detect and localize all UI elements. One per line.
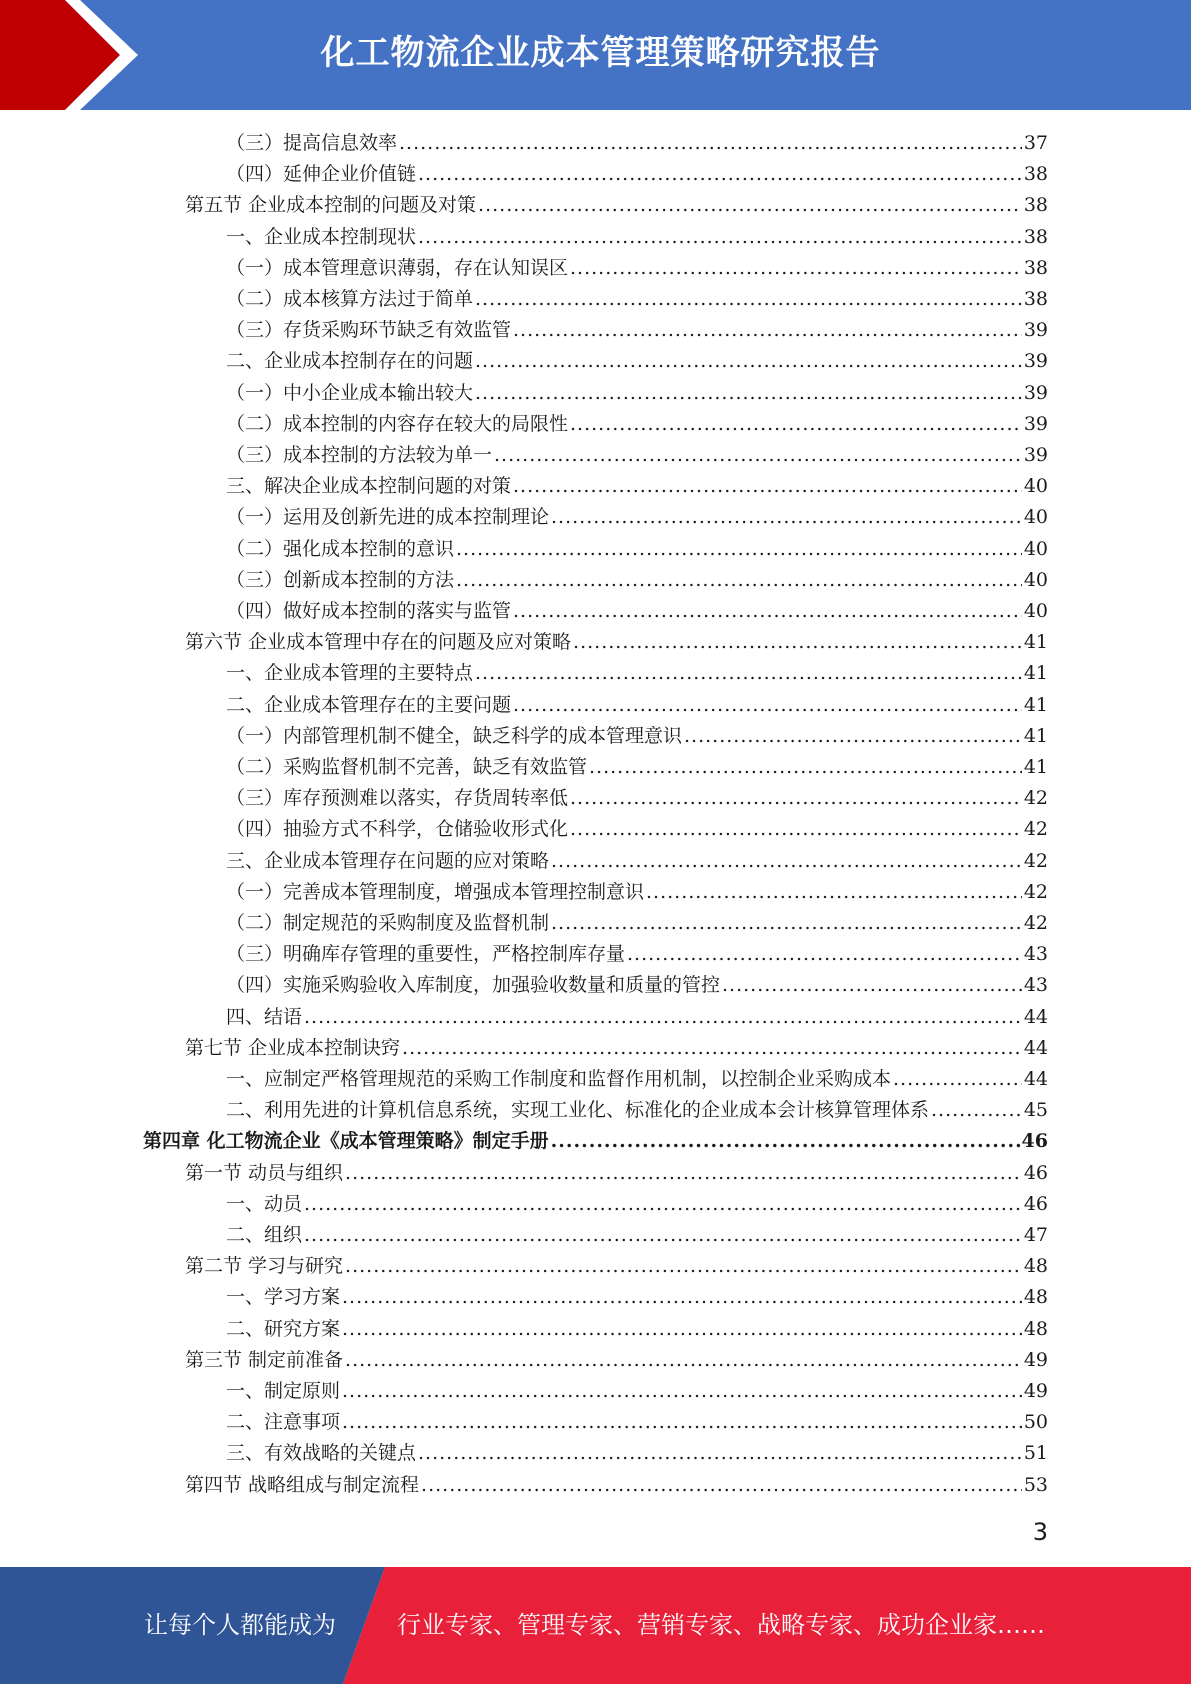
toc-entry-title: 四、结语 [226,1005,303,1028]
toc-dot-leader [570,783,1022,814]
toc-dot-leader [304,1220,1022,1251]
toc-entry[interactable] [226,783,1048,814]
toc-entry-title: 二、企业成本管理存在的主要问题 [226,693,512,716]
toc-entry[interactable] [226,690,1048,721]
toc-entry-title: 一、动员 [226,1192,303,1215]
toc-dot-leader [570,253,1022,284]
toc-entry[interactable] [226,1282,1048,1313]
toc-entry[interactable] [226,315,1048,346]
toc-dot-leader [475,658,1022,689]
toc-dot-leader [475,346,1022,377]
toc-entry-page: 44 [1023,1005,1048,1028]
toc-entry-page: 39 [1023,412,1048,435]
toc-entry-title: 二、利用先进的计算机信息系统，实现工业化、标准化的企业成本会计核算管理体系 [226,1099,930,1122]
toc-dot-leader [418,159,1022,190]
toc-dot-leader [551,908,1022,939]
toc-entry[interactable] [226,1376,1048,1407]
toc-entry-title: 第四章 化工物流企业《成本管理策略》制定手册 [143,1130,549,1153]
toc-entry[interactable] [185,1470,1048,1501]
toc-dot-leader [421,1470,1022,1501]
toc-entry-page: 41 [1023,693,1048,716]
toc-dot-leader [570,409,1022,440]
footer-slogan-right: 行业专家、管理专家、营销专家、战略专家、成功企业家…… [397,1611,1045,1639]
toc-entry[interactable] [185,627,1048,658]
toc-dot-leader [342,1407,1022,1438]
toc-dot-leader [456,565,1022,596]
toc-entry-title: （三）提高信息效率 [226,132,398,154]
toc-entry-page: 50 [1023,1411,1048,1434]
toc-entry[interactable] [226,284,1048,315]
toc-entry-title: 三、有效战略的关键点 [226,1442,417,1465]
toc-entry[interactable] [226,346,1048,377]
toc-entry-title: （一）内部管理机制不健全，缺乏科学的成本管理意识 [226,724,683,747]
toc-dot-leader [304,1189,1022,1220]
toc-dot-leader [475,284,1022,315]
toc-entry[interactable] [226,565,1048,596]
toc-dot-leader [345,1158,1022,1189]
toc-entry[interactable] [226,378,1048,409]
toc-dot-leader [513,690,1022,721]
toc-entry-title: （一）运用及创新先进的成本控制理论 [226,506,550,529]
toc-entry[interactable] [226,939,1048,970]
toc-entry[interactable] [185,190,1048,221]
toc-entry-title: 第三节 制定前准备 [185,1348,344,1371]
toc-entry[interactable] [226,1095,1048,1126]
toc-entry-title: （三）存货采购环节缺乏有效监管 [226,319,512,342]
toc-dot-leader [342,1376,1022,1407]
toc-dot-leader [345,1251,1022,1282]
toc-entry-page: 46 [1023,1192,1048,1215]
toc-entry-title: 第四节 战略组成与制定流程 [185,1473,420,1496]
toc-entry-title: 第一节 动员与组织 [185,1161,344,1184]
page-header [0,0,1191,110]
toc-entry-title: 一、制定原则 [226,1380,341,1402]
toc-entry-page: 42 [1023,880,1048,903]
toc-dot-leader [456,534,1022,565]
toc-entry-page: 38 [1023,194,1048,217]
toc-entry-page: 49 [1023,1380,1048,1402]
toc-dot-leader [684,721,1022,752]
toc-entry[interactable] [143,1126,1048,1157]
toc-entry[interactable] [226,970,1048,1001]
toc-entry[interactable] [226,814,1048,845]
toc-entry-title: （一）中小企业成本输出较大 [226,381,474,404]
toc-dot-leader [513,315,1022,346]
toc-dot-leader [589,752,1022,783]
toc-entry-page: 45 [1023,1099,1048,1122]
toc-dot-leader [646,877,1022,908]
toc-dot-leader [551,502,1022,533]
toc-entry-title: （三）明确库存管理的重要性，严格控制库存量 [226,943,626,966]
toc-entry-title: 第六节 企业成本管理中存在的问题及应对策略 [185,631,572,654]
toc-entry-page: 46 [1021,1130,1048,1153]
toc-entry[interactable] [226,721,1048,752]
toc-entry-page: 40 [1023,568,1048,591]
toc-entry[interactable] [226,846,1048,877]
toc-entry-title: （四）做好成本控制的落实与监管 [226,600,512,622]
toc-entry-title: （二）成本核算方法过于简单 [226,288,474,310]
toc-entry-page: 40 [1023,475,1048,498]
toc-entry-page: 41 [1023,724,1048,747]
toc-entry-page: 43 [1023,943,1048,966]
toc-entry-page: 38 [1023,256,1048,279]
toc-entry[interactable] [185,1158,1048,1189]
toc-dot-leader [551,846,1022,877]
toc-entry[interactable] [226,159,1048,190]
toc-entry-title: （三）成本控制的方法较为单一 [226,444,493,466]
toc-dot-leader [418,222,1022,253]
toc-entry-title: （三）库存预测难以落实，存货周转率低 [226,787,569,810]
toc-entry-page: 48 [1023,1255,1048,1278]
toc-entry-page: 39 [1023,444,1048,466]
toc-entry-page: 51 [1023,1442,1048,1465]
toc-entry[interactable] [226,253,1048,284]
toc-entry-title: 二、组织 [226,1224,303,1246]
toc-entry[interactable] [226,752,1048,783]
document-title: 化工物流企业成本管理策略研究报告 [320,33,881,73]
toc-entry-title: （一）完善成本管理制度，增强成本管理控制意识 [226,880,645,903]
toc-entry[interactable] [226,409,1048,440]
toc-entry-title: 第七节 企业成本控制诀窍 [185,1036,401,1059]
toc-entry[interactable] [226,1064,1048,1095]
toc-entry[interactable] [226,471,1048,502]
toc-entry-title: 第二节 学习与研究 [185,1255,344,1278]
toc-entry[interactable] [226,1189,1048,1220]
toc-entry-title: （三）创新成本控制的方法 [226,568,455,591]
toc-entry[interactable] [226,502,1048,533]
toc-entry-title: 三、解决企业成本控制问题的对策 [226,475,512,498]
toc-entry-page: 48 [1023,1286,1048,1309]
toc-dot-leader [570,814,1022,845]
toc-entry-title: 一、应制定严格管理规范的采购工作制度和监督作用机制，以控制企业采购成本 [226,1068,892,1090]
toc-entry[interactable] [226,658,1048,689]
toc-dot-leader [551,1126,1020,1157]
footer-slogan-left: 让每个人都能成为 [144,1611,336,1639]
toc-entry-title: 二、企业成本控制存在的问题 [226,350,474,373]
toc-dot-leader [627,939,1022,970]
toc-entry-page: 42 [1023,818,1048,841]
toc-entry-title: 第五节 企业成本控制的问题及对策 [185,194,477,217]
toc-entry-page: 53 [1023,1473,1048,1496]
toc-entry-title: 三、企业成本管理存在问题的应对策略 [226,849,550,872]
toc-entry[interactable] [226,908,1048,939]
toc-entry-page: 46 [1023,1161,1048,1184]
toc-entry-page: 38 [1023,288,1048,310]
toc-dot-leader [418,1438,1022,1469]
toc-entry-title: 二、注意事项 [226,1411,341,1434]
toc-entry[interactable] [226,222,1048,253]
toc-entry[interactable] [226,596,1048,627]
toc-entry-page: 39 [1023,319,1048,342]
toc-entry[interactable] [226,1407,1048,1438]
page-footer [0,1567,1191,1684]
toc-entry-page: 42 [1023,787,1048,810]
toc-dot-leader [342,1314,1022,1345]
toc-dot-leader [342,1282,1022,1313]
toc-dot-leader [402,1033,1022,1064]
toc-entry-page: 44 [1023,1036,1048,1059]
toc-entry-page: 42 [1023,912,1048,934]
toc-entry-title: （二）采购监督机制不完善，缺乏有效监管 [226,756,588,778]
toc-entry-page: 47 [1023,1224,1048,1246]
toc-entry-page: 43 [1023,974,1048,997]
toc-entry-page: 38 [1023,163,1048,186]
toc-dot-leader [573,627,1022,658]
toc-dot-leader [513,596,1022,627]
toc-entry[interactable] [226,1002,1048,1033]
toc-dot-leader [494,440,1022,471]
toc-entry-page: 44 [1023,1068,1048,1090]
toc-dot-leader [513,471,1022,502]
toc-entry[interactable] [226,1220,1048,1251]
toc-dot-leader [931,1095,1022,1126]
toc-entry-title: 一、学习方案 [226,1286,341,1309]
toc-dot-leader [399,128,1022,159]
toc-entry-page: 41 [1023,756,1048,778]
toc-dot-leader [893,1064,1022,1095]
toc-entry[interactable] [226,1438,1048,1469]
toc-entry-page: 40 [1023,537,1048,560]
toc-entry-title: （四）延伸企业价值链 [226,163,417,186]
toc-dot-leader [304,1002,1022,1033]
toc-dot-leader [722,970,1022,1001]
toc-entry[interactable] [226,877,1048,908]
toc-entry-page: 39 [1023,350,1048,373]
toc-entry[interactable] [226,534,1048,565]
toc-entry-title: （四）抽验方式不科学，仓储验收形式化 [226,818,569,841]
toc-entry-page: 37 [1023,132,1048,154]
toc-entry[interactable] [226,128,1048,159]
toc-entry-title: 一、企业成本控制现状 [226,225,417,248]
toc-entry-page: 40 [1023,506,1048,529]
toc-entry-title: （二）强化成本控制的意识 [226,537,455,560]
toc-entry-page: 49 [1023,1348,1048,1371]
toc-entry-page: 41 [1023,631,1048,654]
toc-entry-title: （二）制定规范的采购制度及监督机制 [226,912,550,934]
toc-entry-page: 48 [1023,1317,1048,1340]
toc-entry-title: （二）成本控制的内容存在较大的局限性 [226,412,569,435]
toc-entry-page: 40 [1023,600,1048,622]
toc-entry[interactable] [226,440,1048,471]
toc-entry-page: 38 [1023,225,1048,248]
toc-entry-page: 41 [1023,662,1048,685]
toc-dot-leader [475,378,1022,409]
toc-entry-page: 39 [1023,381,1048,404]
toc-entry[interactable] [185,1251,1048,1282]
toc-entry-title: （一）成本管理意识薄弱，存在认知误区 [226,256,569,279]
toc-entry[interactable] [185,1345,1048,1376]
toc-entry-title: （四）实施采购验收入库制度，加强验收数量和质量的管控 [226,974,721,997]
toc-dot-leader [345,1345,1022,1376]
toc-entry[interactable] [226,1314,1048,1345]
toc-entry-title: 二、研究方案 [226,1317,341,1340]
toc-entry[interactable] [185,1033,1048,1064]
toc-entry-page: 42 [1023,849,1048,872]
toc-entry-title: 一、企业成本管理的主要特点 [226,662,474,685]
toc-dot-leader [478,190,1022,221]
page-number: 3 [1032,1518,1048,1546]
